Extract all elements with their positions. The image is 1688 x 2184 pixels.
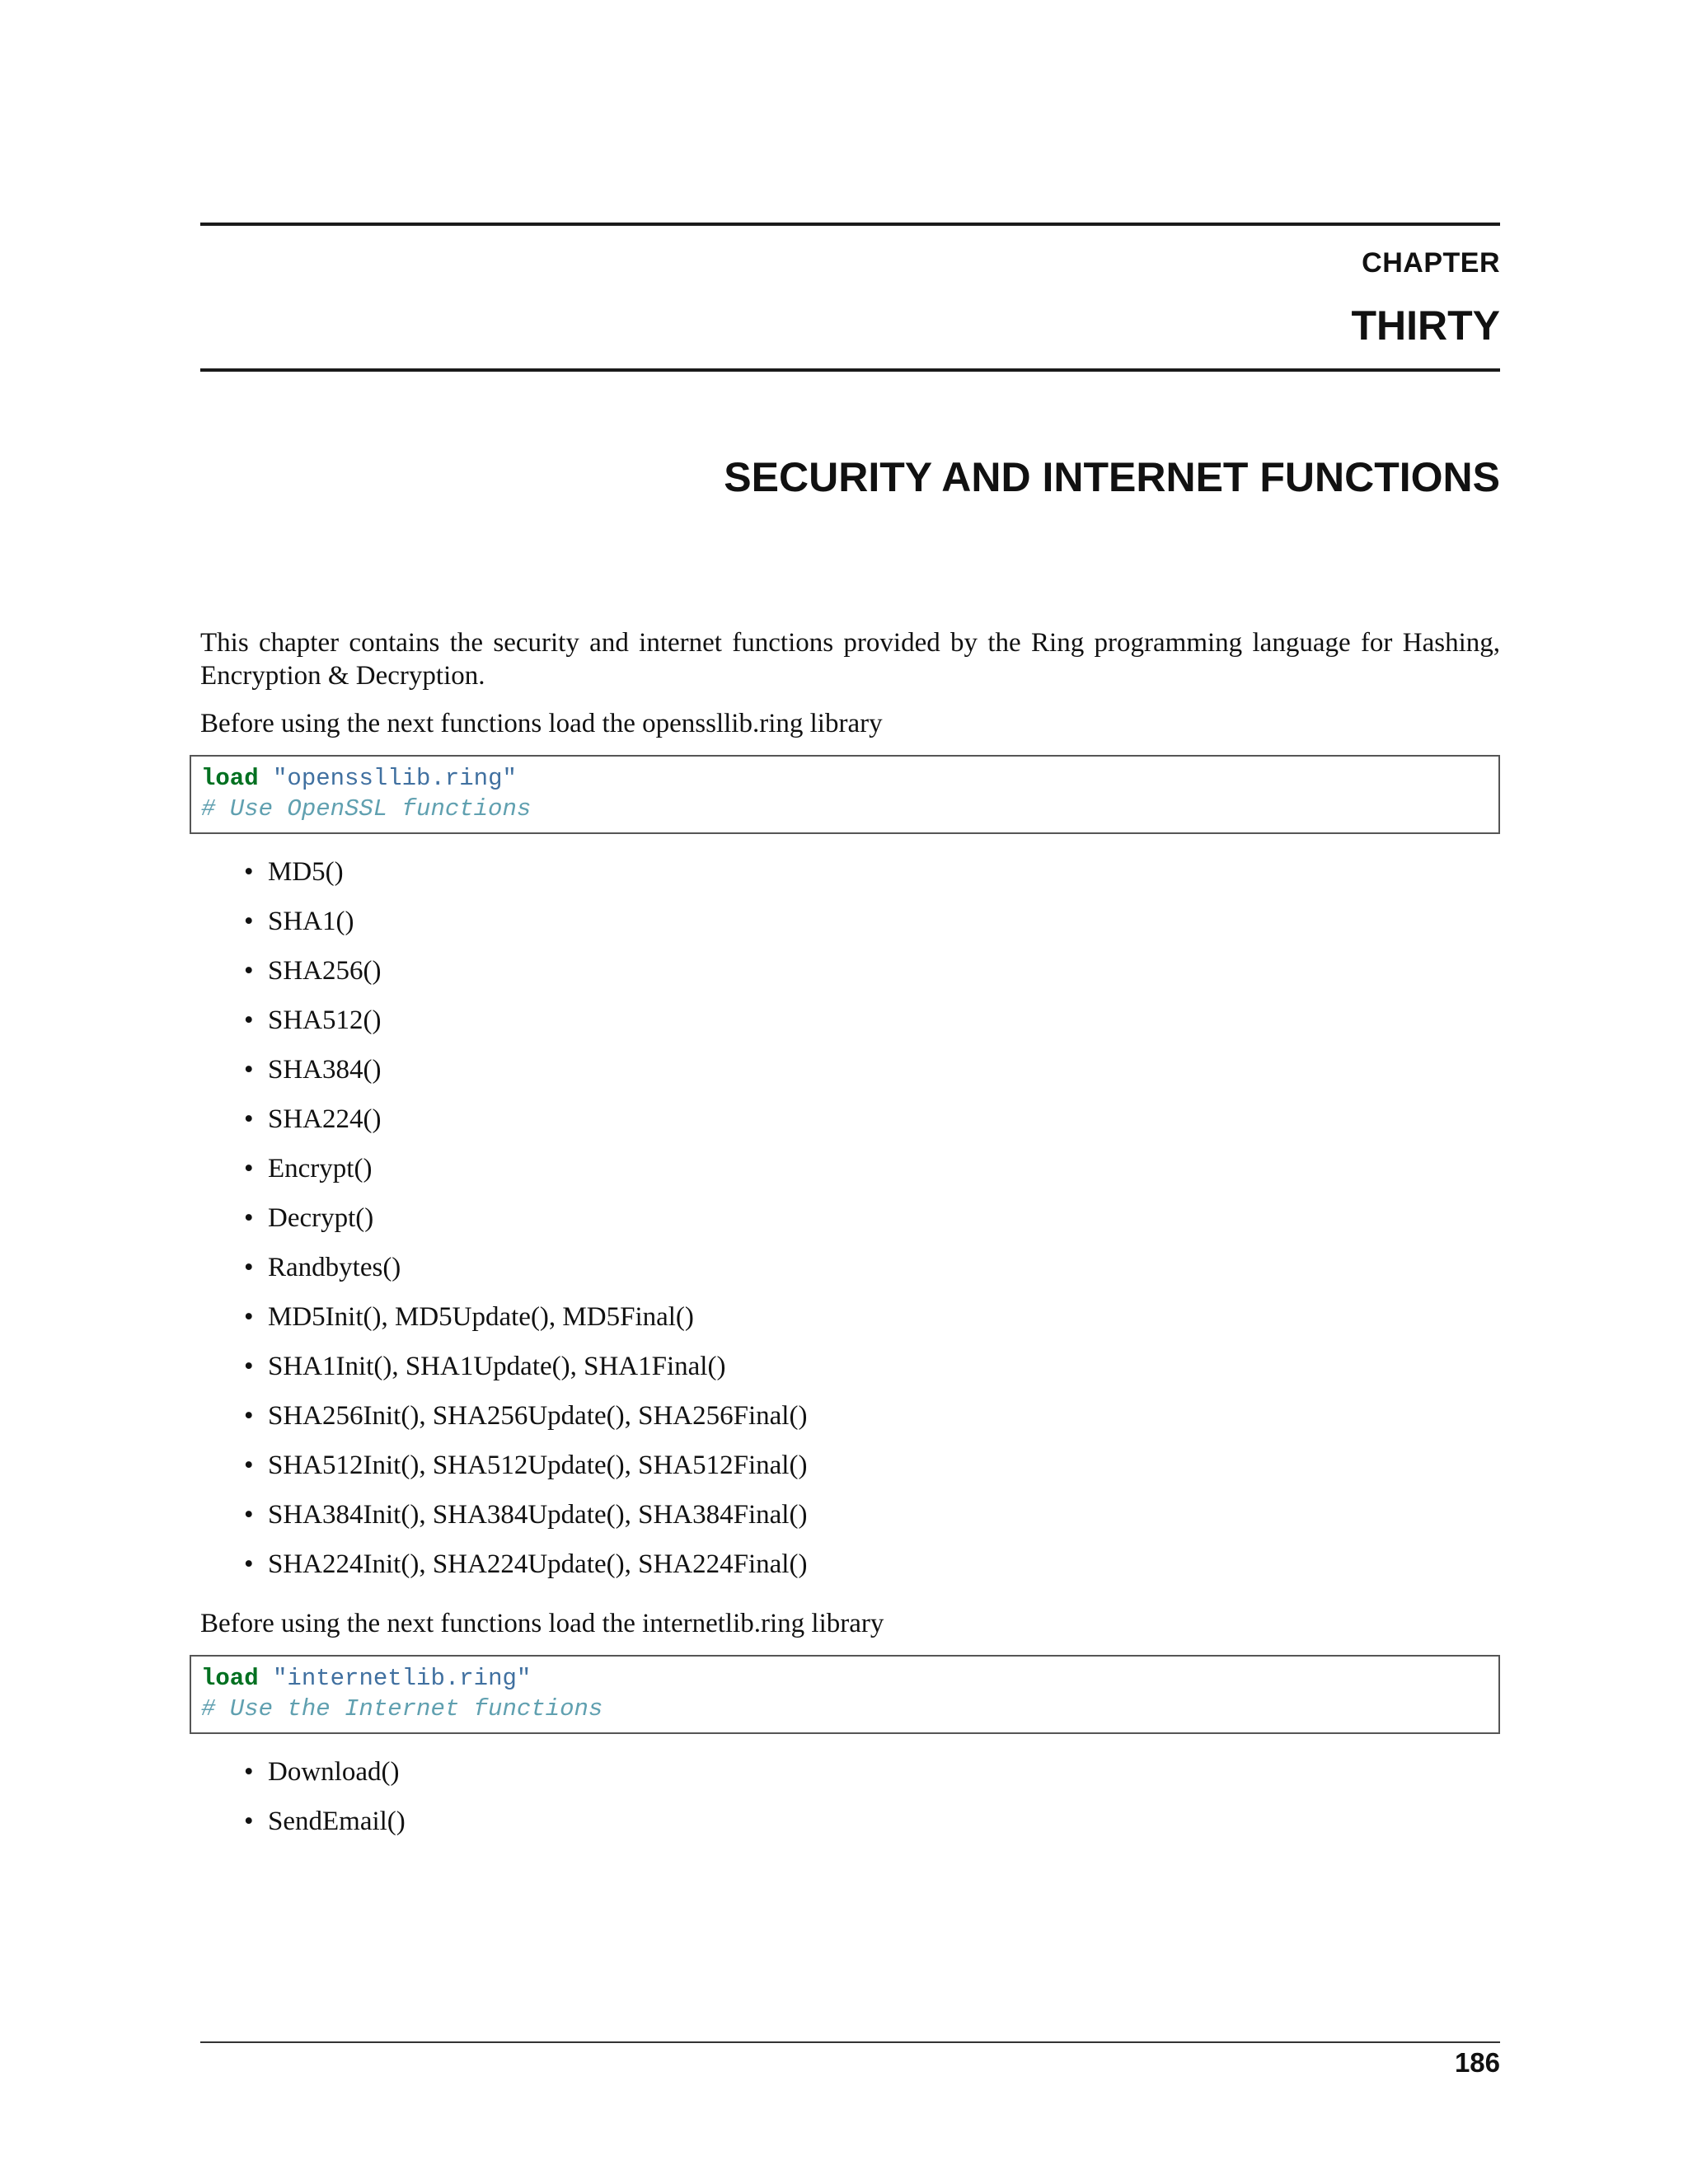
bullet-icon: •: [244, 1500, 254, 1530]
bullet-icon: •: [244, 1055, 254, 1085]
bullet-icon: •: [244, 956, 254, 986]
code-line-load: [201, 1663, 1489, 1694]
bullet-icon: •: [244, 1757, 254, 1787]
bullet-icon: •: [244, 1104, 254, 1134]
code-keyword: load: [201, 765, 259, 792]
code-line-load: [201, 763, 1489, 794]
function-name: SHA224Init(), SHA224Update(), SHA224Final(): [268, 1549, 808, 1579]
list-item: [200, 1251, 1500, 1301]
intro-paragraph: This chapter contains the security and internet functions provided by the Ring programming language for Hashing, Encryption & Decryption.: [200, 628, 1500, 691]
list-item: [200, 1103, 1500, 1152]
function-name: SHA384(): [268, 1055, 382, 1085]
list-item: [200, 1498, 1500, 1548]
list-item: [200, 1805, 1500, 1854]
function-name: SHA256(): [268, 956, 382, 986]
code-comment: # Use the Internet functions: [201, 1695, 603, 1722]
bullet-icon: •: [244, 907, 254, 936]
function-name: SHA256Init(), SHA256Update(), SHA256Final(): [268, 1401, 808, 1431]
chapter-number: THIRTY: [1351, 302, 1500, 349]
internet-code-block: [190, 1655, 1500, 1734]
openssl-code-block: [190, 755, 1500, 834]
page-number: 186: [1454, 2047, 1500, 2078]
internet-load-note: Before using the next functions load the internetlib.ring library: [200, 1609, 884, 1638]
function-name: SHA224(): [268, 1104, 382, 1134]
bullet-icon: •: [244, 1807, 254, 1836]
chapter-bottom-rule: [200, 368, 1500, 372]
bullet-icon: •: [244, 1549, 254, 1579]
function-name: SHA512(): [268, 1005, 382, 1035]
bullet-icon: •: [244, 857, 254, 887]
function-name: SHA512Init(), SHA512Update(), SHA512Final(): [268, 1451, 808, 1480]
list-item: [200, 1755, 1500, 1805]
function-name: SHA1Init(), SHA1Update(), SHA1Final(): [268, 1352, 726, 1381]
list-item: [200, 1399, 1500, 1449]
list-item: [200, 855, 1500, 905]
function-name: MD5(): [268, 857, 344, 887]
list-item: [200, 1152, 1500, 1202]
chapter-top-rule: [200, 223, 1500, 226]
code-string: "openssllib.ring": [273, 765, 517, 792]
code-keyword: load: [201, 1665, 259, 1692]
function-name: MD5Init(), MD5Update(), MD5Final(): [268, 1302, 694, 1332]
list-item: [200, 1449, 1500, 1498]
bullet-icon: •: [244, 1401, 254, 1431]
list-item: [200, 954, 1500, 1004]
openssl-function-list: [200, 855, 1500, 1597]
chapter-title: SECURITY AND INTERNET FUNCTIONS: [724, 454, 1500, 500]
list-item: [200, 1004, 1500, 1053]
function-name: Randbytes(): [268, 1253, 401, 1282]
function-name: SendEmail(): [268, 1807, 406, 1836]
function-name: Decrypt(): [268, 1203, 374, 1233]
bullet-icon: •: [244, 1203, 254, 1233]
list-item: [200, 905, 1500, 954]
bullet-icon: •: [244, 1154, 254, 1183]
code-comment: # Use OpenSSL functions: [201, 795, 532, 823]
internet-function-list: [200, 1755, 1500, 1854]
bullet-icon: •: [244, 1253, 254, 1282]
list-item: [200, 1301, 1500, 1350]
list-item: [200, 1350, 1500, 1399]
function-name: Download(): [268, 1757, 400, 1787]
list-item: [200, 1548, 1500, 1597]
bullet-icon: •: [244, 1005, 254, 1035]
function-name: SHA384Init(), SHA384Update(), SHA384Final(): [268, 1500, 808, 1530]
list-item: [200, 1202, 1500, 1251]
chapter-body: [200, 626, 1500, 1864]
openssl-load-note: Before using the next functions load the openssllib.ring library: [200, 709, 883, 738]
code-string: "internetlib.ring": [273, 1665, 532, 1692]
footer-rule: [200, 2041, 1500, 2043]
bullet-icon: •: [244, 1302, 254, 1332]
chapter-label: CHAPTER: [1362, 247, 1500, 279]
function-name: Encrypt(): [268, 1154, 373, 1183]
bullet-icon: •: [244, 1352, 254, 1381]
bullet-icon: •: [244, 1451, 254, 1480]
list-item: [200, 1053, 1500, 1103]
function-name: SHA1(): [268, 907, 354, 936]
